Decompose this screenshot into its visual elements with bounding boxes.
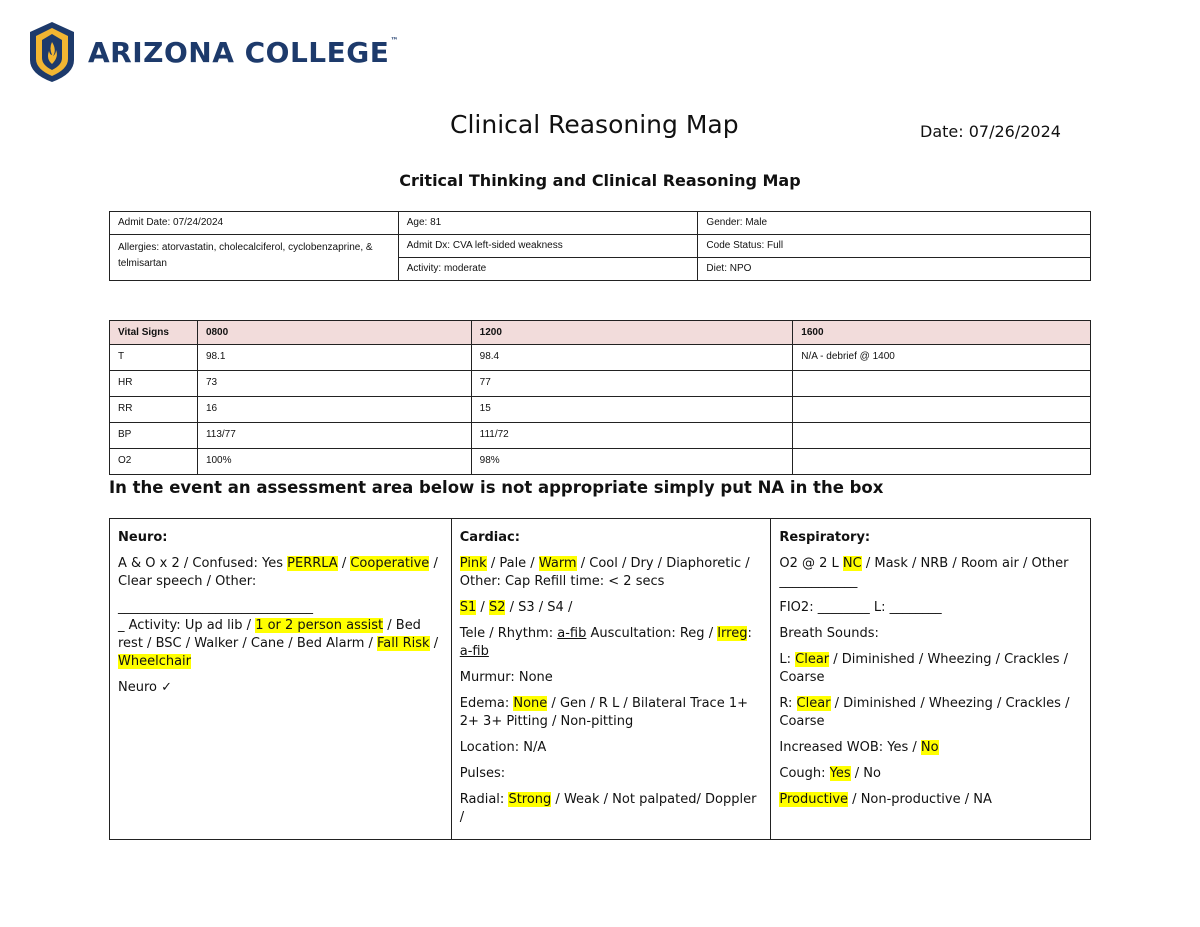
cardiac-location: Location: N/A <box>459 740 547 755</box>
document-date: Date: 07/26/2024 <box>920 122 1061 141</box>
vitals-cell: 113/77 <box>197 423 471 449</box>
cardiac-pulses: Pulses: <box>459 766 506 781</box>
vitals-header-cell: Vital Signs <box>110 321 198 345</box>
highlight: Yes <box>829 766 851 781</box>
cardiac-edema: Edema: None / Gen / R L / Bilateral Trace 1+ 2+ 3+ Pitting / Non-pitting <box>459 696 748 729</box>
patient-info-table <box>109 211 1091 281</box>
highlight: None <box>513 696 548 711</box>
vitals-cell: 16 <box>197 397 471 423</box>
table-row <box>110 423 1091 449</box>
highlight: Warm <box>538 556 577 571</box>
diet-cell: Diet: NPO <box>698 258 1091 281</box>
vitals-cell: 15 <box>471 397 793 423</box>
highlight: 1 or 2 person assist <box>255 618 384 633</box>
vitals-cell: BP <box>110 423 198 449</box>
cardiac-radial: Radial: Strong / Weak / Not palpated/ Doppler / <box>459 792 757 825</box>
page-title: Clinical Reasoning Map <box>450 110 739 139</box>
vitals-cell: 100% <box>197 449 471 475</box>
gender-cell: Gender: Male <box>698 212 1091 235</box>
table-row <box>110 397 1091 423</box>
age-cell: Age: 81 <box>398 212 698 235</box>
vital-signs-table <box>109 320 1091 475</box>
code-status-cell: Code Status: Full <box>698 235 1091 258</box>
respiratory-cell <box>771 519 1091 840</box>
neuro-activity: _ Activity: Up ad lib / 1 or 2 person assist / Bed rest / BSC / Walker / Cane / Bed Alarm / Fall Risk / Wheelchair <box>118 618 439 669</box>
logo-text: ARIZONA COLLEGE™ <box>88 35 399 69</box>
vitals-cell <box>793 371 1091 397</box>
cardiac-murmur: Murmur: None <box>459 670 553 685</box>
shield-flame-icon <box>28 20 76 84</box>
neuro-cell <box>110 519 452 840</box>
vitals-header-row <box>110 321 1091 345</box>
neuro-heading: Neuro: <box>118 530 168 545</box>
cardiac-rhythm: Tele / Rhythm: a-fib Auscultation: Reg / Irreg: a-fib <box>459 626 752 659</box>
cardiac-skin: Pink / Pale / Warm / Cool / Dry / Diaphoretic / Other: Cap Refill time: < 2 secs <box>459 556 750 589</box>
activity-cell: Activity: moderate <box>398 258 698 281</box>
highlight: Clear <box>796 696 831 711</box>
highlight: Productive <box>779 792 849 807</box>
admit-dx-cell: Admit Dx: CVA left-sided weakness <box>398 235 698 258</box>
allergies-cell: Allergies: atorvastatin, cholecalciferol, cyclobenzaprine, & telmisartan <box>110 235 399 281</box>
highlight: Strong <box>508 792 552 807</box>
cardiac-heart-sounds: S1 / S2 / S3 / S4 / <box>459 600 573 615</box>
vitals-cell: 73 <box>197 371 471 397</box>
vitals-cell: O2 <box>110 449 198 475</box>
vitals-cell: RR <box>110 397 198 423</box>
vitals-cell: 111/72 <box>471 423 793 449</box>
vitals-cell <box>793 397 1091 423</box>
highlight: Irreg <box>717 626 748 641</box>
table-row <box>110 371 1091 397</box>
vitals-cell: 98% <box>471 449 793 475</box>
assessment-notice: In the event an assessment area below is not appropriate simply put NA in the box <box>109 478 884 497</box>
page-subtitle: Critical Thinking and Clinical Reasoning Map <box>399 171 801 190</box>
highlight: Fall Risk <box>377 636 430 651</box>
resp-right-lung: R: Clear / Diminished / Wheezing / Crackles / Coarse <box>779 696 1070 729</box>
resp-oxygen: O2 @ 2 L NC / Mask / NRB / Room air / Other ____________ <box>779 556 1069 589</box>
vitals-header-cell: 1200 <box>471 321 793 345</box>
resp-cough: Cough: Yes / No <box>779 766 881 781</box>
table-row <box>110 449 1091 475</box>
vitals-cell: T <box>110 345 198 371</box>
vitals-cell: 77 <box>471 371 793 397</box>
neuro-orientation: A & O x 2 / Confused: Yes PERRLA / Cooperative / Clear speech / Other: <box>118 556 438 589</box>
resp-wob: Increased WOB: Yes / No <box>779 740 939 755</box>
vitals-cell: HR <box>110 371 198 397</box>
table-row <box>110 345 1091 371</box>
vitals-cell: 98.4 <box>471 345 793 371</box>
cardiac-cell <box>451 519 771 840</box>
vitals-cell: 98.1 <box>197 345 471 371</box>
vitals-cell: N/A - debrief @ 1400 <box>793 345 1091 371</box>
assessment-table <box>109 518 1091 840</box>
vitals-header-cell: 0800 <box>197 321 471 345</box>
cardiac-heading: Cardiac: <box>459 530 520 545</box>
resp-productive: Productive / Non-productive / NA <box>779 792 992 807</box>
highlight: Clear <box>795 652 830 667</box>
neuro-check: Neuro ✓ <box>118 680 172 695</box>
admit-date-cell: Admit Date: 07/24/2024 <box>110 212 399 235</box>
highlight: Cooperative <box>350 556 430 571</box>
respiratory-heading: Respiratory: <box>779 530 871 545</box>
vitals-cell <box>793 423 1091 449</box>
resp-left-lung: L: Clear / Diminished / Wheezing / Crackles / Coarse <box>779 652 1069 685</box>
resp-fio2: FIO2: ________ L: ________ <box>779 600 942 615</box>
neuro-blank-line: ______________________________ <box>118 600 313 615</box>
highlight: Pink <box>459 556 487 571</box>
highlight: NC <box>842 556 862 571</box>
highlight: S1 <box>459 600 477 615</box>
highlight: Wheelchair <box>118 654 192 669</box>
vitals-header-cell: 1600 <box>793 321 1091 345</box>
highlight: No <box>920 740 939 755</box>
college-logo <box>28 20 399 84</box>
vitals-cell <box>793 449 1091 475</box>
highlight: PERRLA <box>287 556 338 571</box>
resp-breath-sounds: Breath Sounds: <box>779 626 879 641</box>
highlight: S2 <box>488 600 506 615</box>
